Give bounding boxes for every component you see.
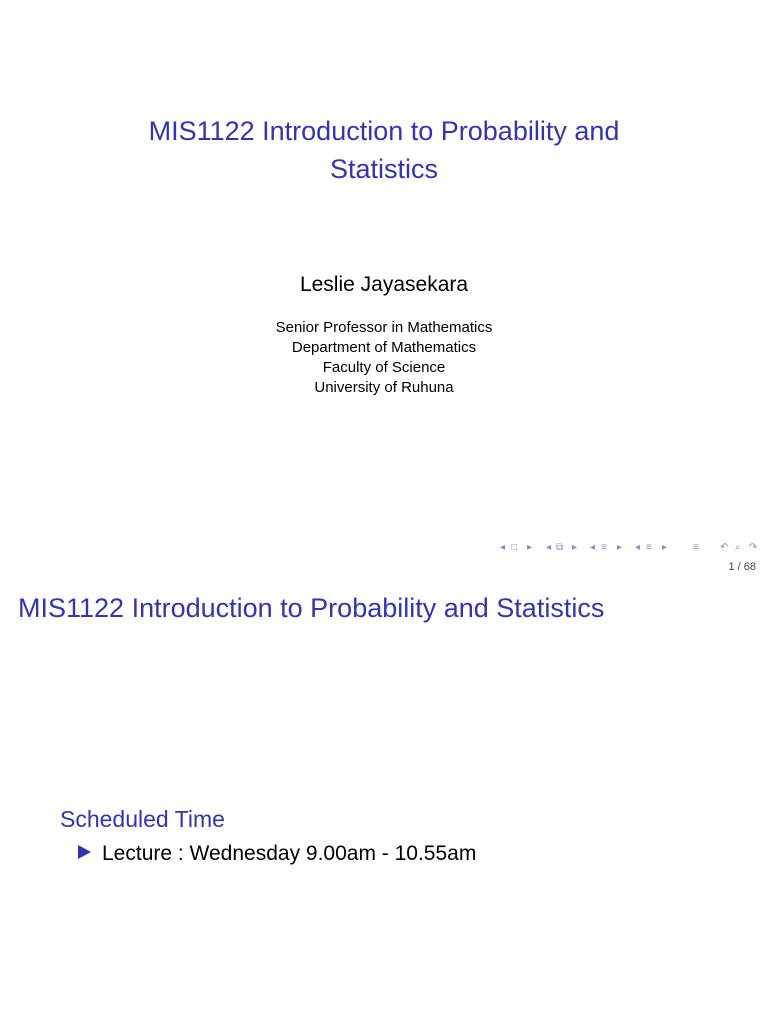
next-section-icon[interactable]: ▸ — [617, 542, 623, 553]
page-number: 1 / 68 — [728, 561, 756, 573]
beamer-navigation-bar — [500, 541, 762, 555]
forward-icon[interactable]: ↷ — [749, 542, 758, 553]
title-line-2: Statistics — [329, 154, 439, 184]
bullet-item — [78, 839, 476, 869]
affiliation-line-2: Department of Mathematics — [291, 339, 477, 356]
block-title-scheduled-time: Scheduled Time — [60, 806, 225, 832]
subsection-icon[interactable]: ⧉ — [556, 542, 564, 553]
slide-icon[interactable]: ≡ — [646, 542, 652, 553]
affiliation-line-3: Faculty of Science — [322, 359, 446, 376]
triangle-bullet-icon — [78, 845, 91, 859]
first-frame-icon[interactable]: ◂ — [500, 542, 506, 553]
prev-section-icon[interactable]: ◂ — [590, 542, 596, 553]
title-line-1: MIS1122 Introduction to Probability and — [148, 116, 620, 146]
prev-slide-icon[interactable]: ◂ — [635, 542, 641, 553]
frame-title: MIS1122 Introduction to Probability and Statistics — [18, 593, 605, 623]
align-icon[interactable]: ≡ — [693, 542, 699, 553]
bullet-text: Lecture : Wednesday 9.00am - 10.55am — [102, 842, 477, 865]
affiliation-line-1: Senior Professor in Mathematics — [275, 319, 493, 336]
frame-icon[interactable]: □ — [511, 542, 518, 553]
author-affiliation — [0, 318, 768, 398]
presentation-title — [0, 112, 768, 188]
next-slide-icon[interactable]: ▸ — [662, 542, 668, 553]
author-name: Leslie Jayasekara — [299, 273, 469, 296]
prev-subsection-icon[interactable]: ◂ — [546, 542, 552, 553]
slide-course-info — [0, 578, 768, 1024]
back-icon[interactable]: ↶ — [720, 542, 729, 553]
affiliation-line-4: University of Ruhuna — [314, 379, 454, 396]
search-icon[interactable]: ⌕ — [735, 542, 741, 553]
section-icon[interactable]: ≡ — [601, 542, 607, 553]
next-frame-icon[interactable]: ▸ — [527, 542, 533, 553]
next-subsection-icon[interactable]: ▸ — [572, 542, 578, 553]
